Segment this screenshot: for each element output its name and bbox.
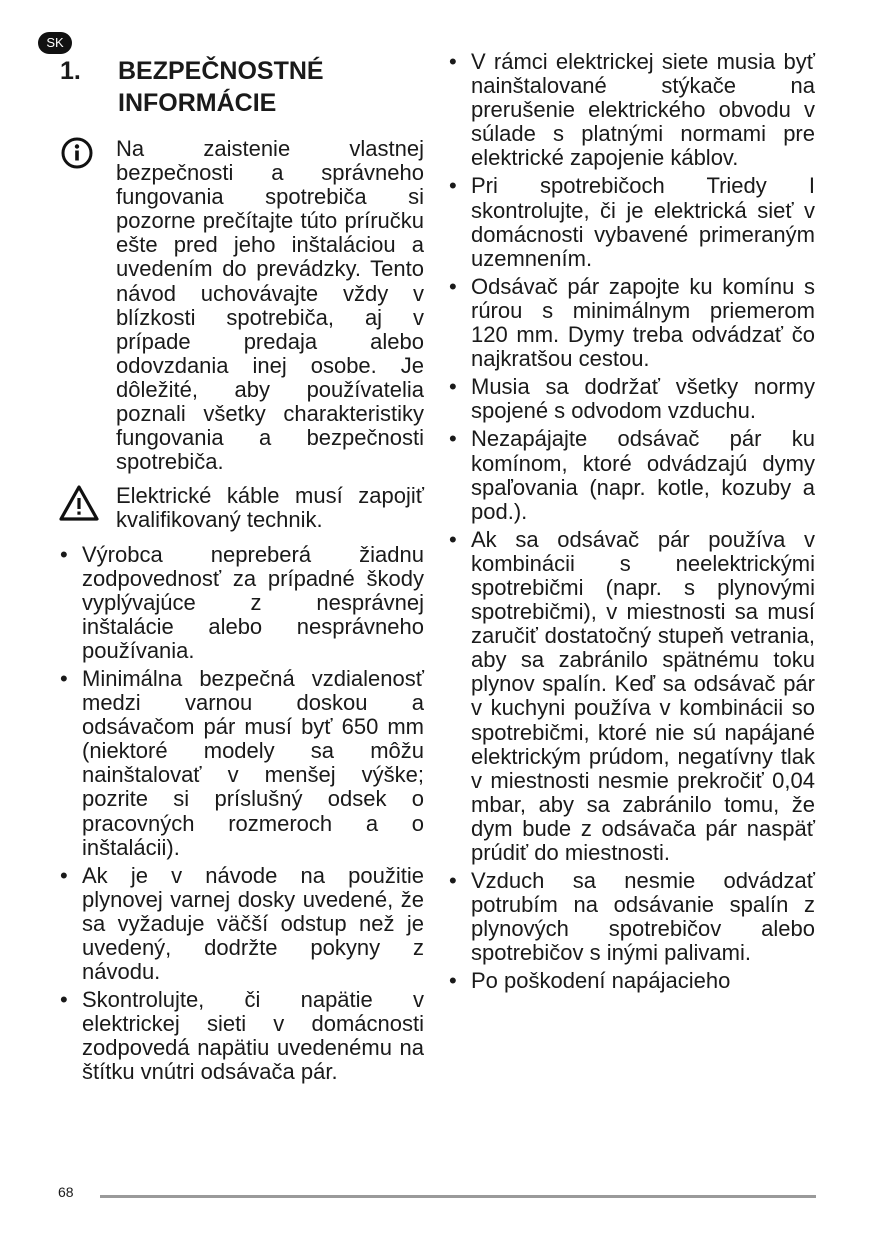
left-column [58, 50, 424, 1089]
info-notice [58, 137, 424, 474]
language-badge: SK [38, 32, 72, 54]
list-item: • Pri spotrebičoch Triedy I skontrolujte, či je elektrická sieť v domácnosti vybavené primeraným uzemnením. [447, 174, 815, 270]
info-notice-text: Na zaistenie vlastnej bezpečnosti a správneho fungovania spotrebiča si pozorne prečítajte túto príručku ešte pred jeho inštaláciou a uvedením do prevádzky. Tento návod uchovávajte vždy v blízkosti spotrebiča, aj v prípade predaja alebo odovzdania inej osobe. Je dôležité, aby používatelia poznali všetky charakteristiky fungovania a bezpečnosti spotrebiča. [116, 136, 424, 475]
section-number: 1. [60, 57, 81, 85]
right-bullet-list [447, 50, 815, 994]
list-item: • Výrobca nepreberá žiadnu zodpovednosť za prípadné škody vyplývajúce z nesprávnej inštalácie alebo nesprávneho používania. [58, 543, 424, 663]
list-item: • V rámci elektrickej siete musia byť nainštalované stýkače na prerušenie elektrického obvodu v súlade s platnými normami pre elektrické zapojenie káblov. [447, 50, 815, 170]
info-icon [58, 137, 116, 474]
list-item: • Skontrolujte, či napätie v elektrickej sieti v domácnosti zodpovedá napätiu uvedenému na štítku vnútri odsávača pár. [58, 988, 424, 1084]
list-item: • Odsávač pár zapojte ku komínu s rúrou s minimálnym priemerom 120 mm. Dymy treba odvádzať čo najkratšou cestou. [447, 275, 815, 371]
list-item: • Vzduch sa nesmie odvádzať potrubím na odsávanie spalín z plynových spotrebičov alebo spotrebičov s inými palivami. [447, 869, 815, 965]
footer-divider [100, 1195, 816, 1198]
section-title: BEZPEČNOSTNÉ INFORMÁCIE [118, 57, 324, 117]
list-item: • Ak je v návode na použitie plynovej varnej dosky uvedené, že sa vyžaduje väčší odstup než je uvedený, dodržte pokyny z návodu. [58, 864, 424, 984]
right-column [447, 50, 815, 998]
left-bullet-list [58, 543, 424, 1085]
list-item: • Po poškodení napájacieho [447, 969, 815, 993]
list-item: • Minimálna bezpečná vzdialenosť medzi varnou doskou a odsávačom pár musí byť 650 mm (niektoré modely sa môžu nainštalovať v menšej výške; pozrite si príslušný odsek o pracovných rozmeroch a o inštalácii). [58, 667, 424, 860]
warning-notice-text: Elektrické káble musí zapojiť kvalifikovaný technik. [116, 483, 424, 533]
section-heading [60, 55, 424, 119]
list-item: • Musia sa dodržať všetky normy spojené s odvodom vzduchu. [447, 375, 815, 423]
list-item: • Ak sa odsávač pár používa v kombinácii s neelektrickými spotrebičmi (napr. s plynovými spotrebičmi), v miestnosti sa musí zaručiť dostatočný stupeň vetrania, aby sa zabránilo spätnému toku plynov spalín. Keď sa odsávač pár v kuchyni používa v kombinácii so spotrebičmi, ktoré nie sú napájané elektrickým prúdom, negatívny tlak v miestnosti nesmie prekročiť 0,04 mbar, aby sa zabránilo tomu, že dym bude z odsávača pár naspäť prúdiť do miestnosti. [447, 528, 815, 865]
warning-icon [58, 484, 116, 532]
list-item: • Nezapájajte odsávač pár ku komínom, ktoré odvádzajú dymy spaľovania (napr. kotle, kozuby a pod.). [447, 427, 815, 523]
warning-notice [58, 484, 424, 532]
page-number: 68 [58, 1184, 74, 1200]
